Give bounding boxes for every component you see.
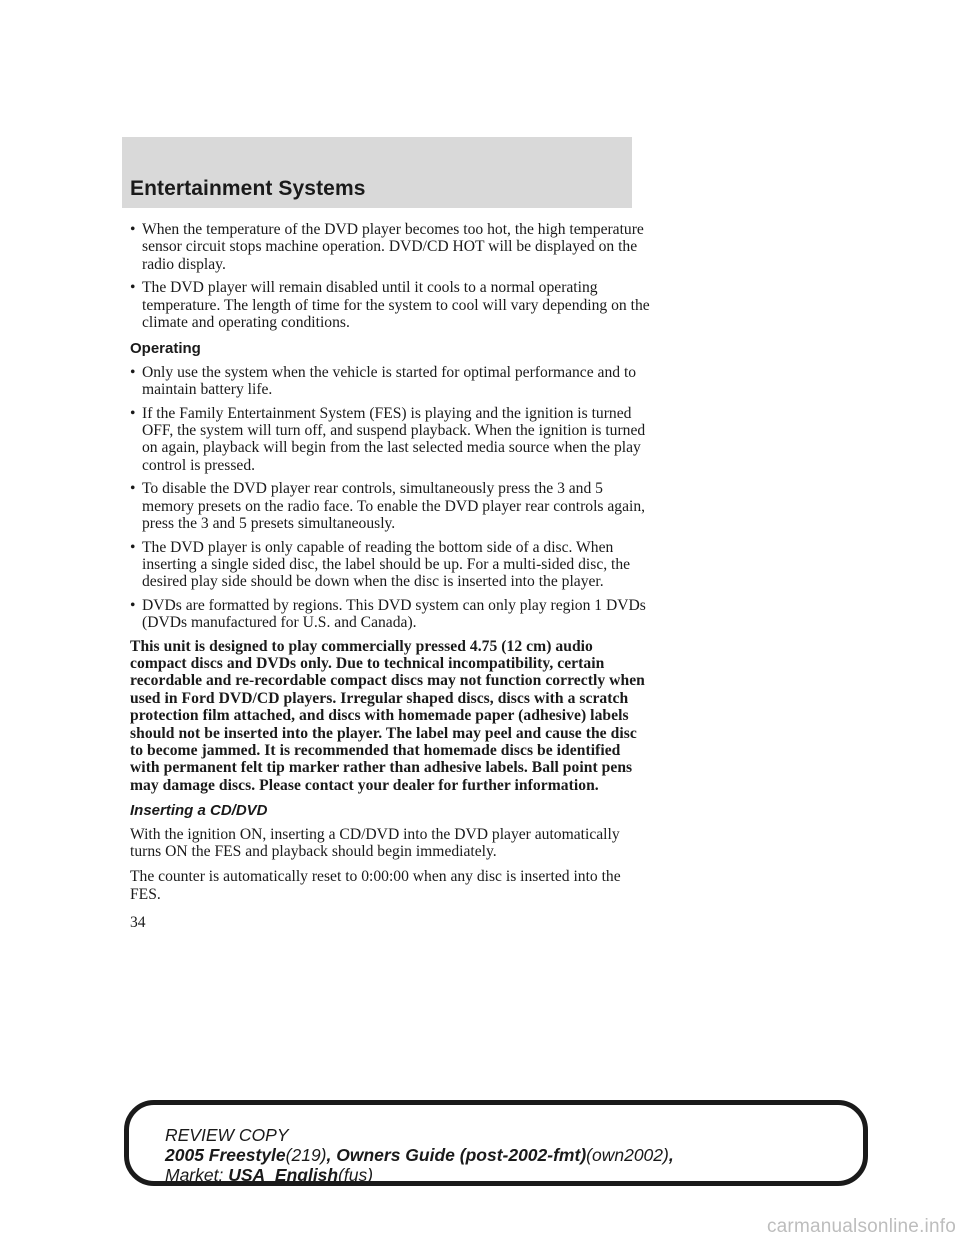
bullet-icon: • <box>130 363 136 381</box>
review-copy-text <box>165 1125 674 1185</box>
disc-warning-paragraph: This unit is designed to play commercially pressed 4.75 (12 cm) audio compact discs and DVDs only. Due to technical incompatibility, certain recordable and re-recordable compact discs may not function correctly when used in Ford DVD/CD players. Irregular shaped discs, discs with a scratch protection film attached, and discs with homemade paper (adhesive) labels should not be inserted into the player. The label may peel and cause the disc to become jammed. It is recommended that homemade discs be identified with permanent felt tip marker rather than adhesive labels. Ball point pens may damage discs. Please contact your dealer for further information. <box>130 637 645 794</box>
paragraph: The counter is automatically reset to 0:00:00 when any disc is inserted into the FES. <box>130 868 621 903</box>
bullet-icon: • <box>130 480 136 498</box>
section-title: Entertainment Systems <box>130 177 366 200</box>
review-label: REVIEW COPY <box>165 1125 289 1145</box>
bullet-icon: • <box>130 538 136 556</box>
bullet-item: • Only use the system when the vehicle is started for optimal performance and to maintain battery life. <box>130 363 637 399</box>
bullet-item: • The DVD player will remain disabled until it cools to a normal operating temperature. The length of time for the system to cool will vary depending on the climate and operating conditions. <box>130 279 650 332</box>
paragraph: With the ignition ON, inserting a CD/DVD into the DVD player automatically turns ON the FES and playback should begin immediately. <box>130 825 620 860</box>
market-info: Market: USA_English(fus) <box>165 1165 374 1185</box>
document-info: 2005 Freestyle(219), Owners Guide (post-2002-fmt)(own2002), <box>165 1145 674 1165</box>
bullet-icon: • <box>130 596 136 614</box>
operating-heading: Operating <box>130 340 201 358</box>
bullet-item: • If the Family Entertainment System (FES) is playing and the ignition is turned OFF, the system will turn off, and suspend playback. When the ignition is turned on again, playback will begin from the last selected media source when the play control is pressed. <box>130 404 646 474</box>
watermark: carmanualsonline.info <box>766 1216 956 1237</box>
bullet-icon: • <box>130 404 136 422</box>
bullet-icon: • <box>130 279 136 297</box>
page-number: 34 <box>130 914 146 932</box>
bullet-item: • To disable the DVD player rear controls, simultaneously press the 3 and 5 memory presets on the radio face. To enable the DVD player rear controls again, press the 3 and 5 presets simultaneously. <box>130 480 646 533</box>
bullet-item: • DVDs are formatted by regions. This DVD system can only play region 1 DVDs (DVDs manufactured for U.S. and Canada). <box>130 596 646 632</box>
inserting-heading: Inserting a CD/DVD <box>130 802 268 820</box>
bullet-item: • The DVD player is only capable of reading the bottom side of a disc. When inserting a single sided disc, the label should be up. For a multi-sided disc, the desired play side should be down when the disc is inserted into the player. <box>130 538 631 591</box>
bullet-item: • When the temperature of the DVD player becomes too hot, the high temperature sensor circuit stops machine operation. DVD/CD HOT will be displayed on the radio display. <box>130 221 644 273</box>
page-content <box>130 221 650 932</box>
bullet-icon: • <box>130 221 136 238</box>
